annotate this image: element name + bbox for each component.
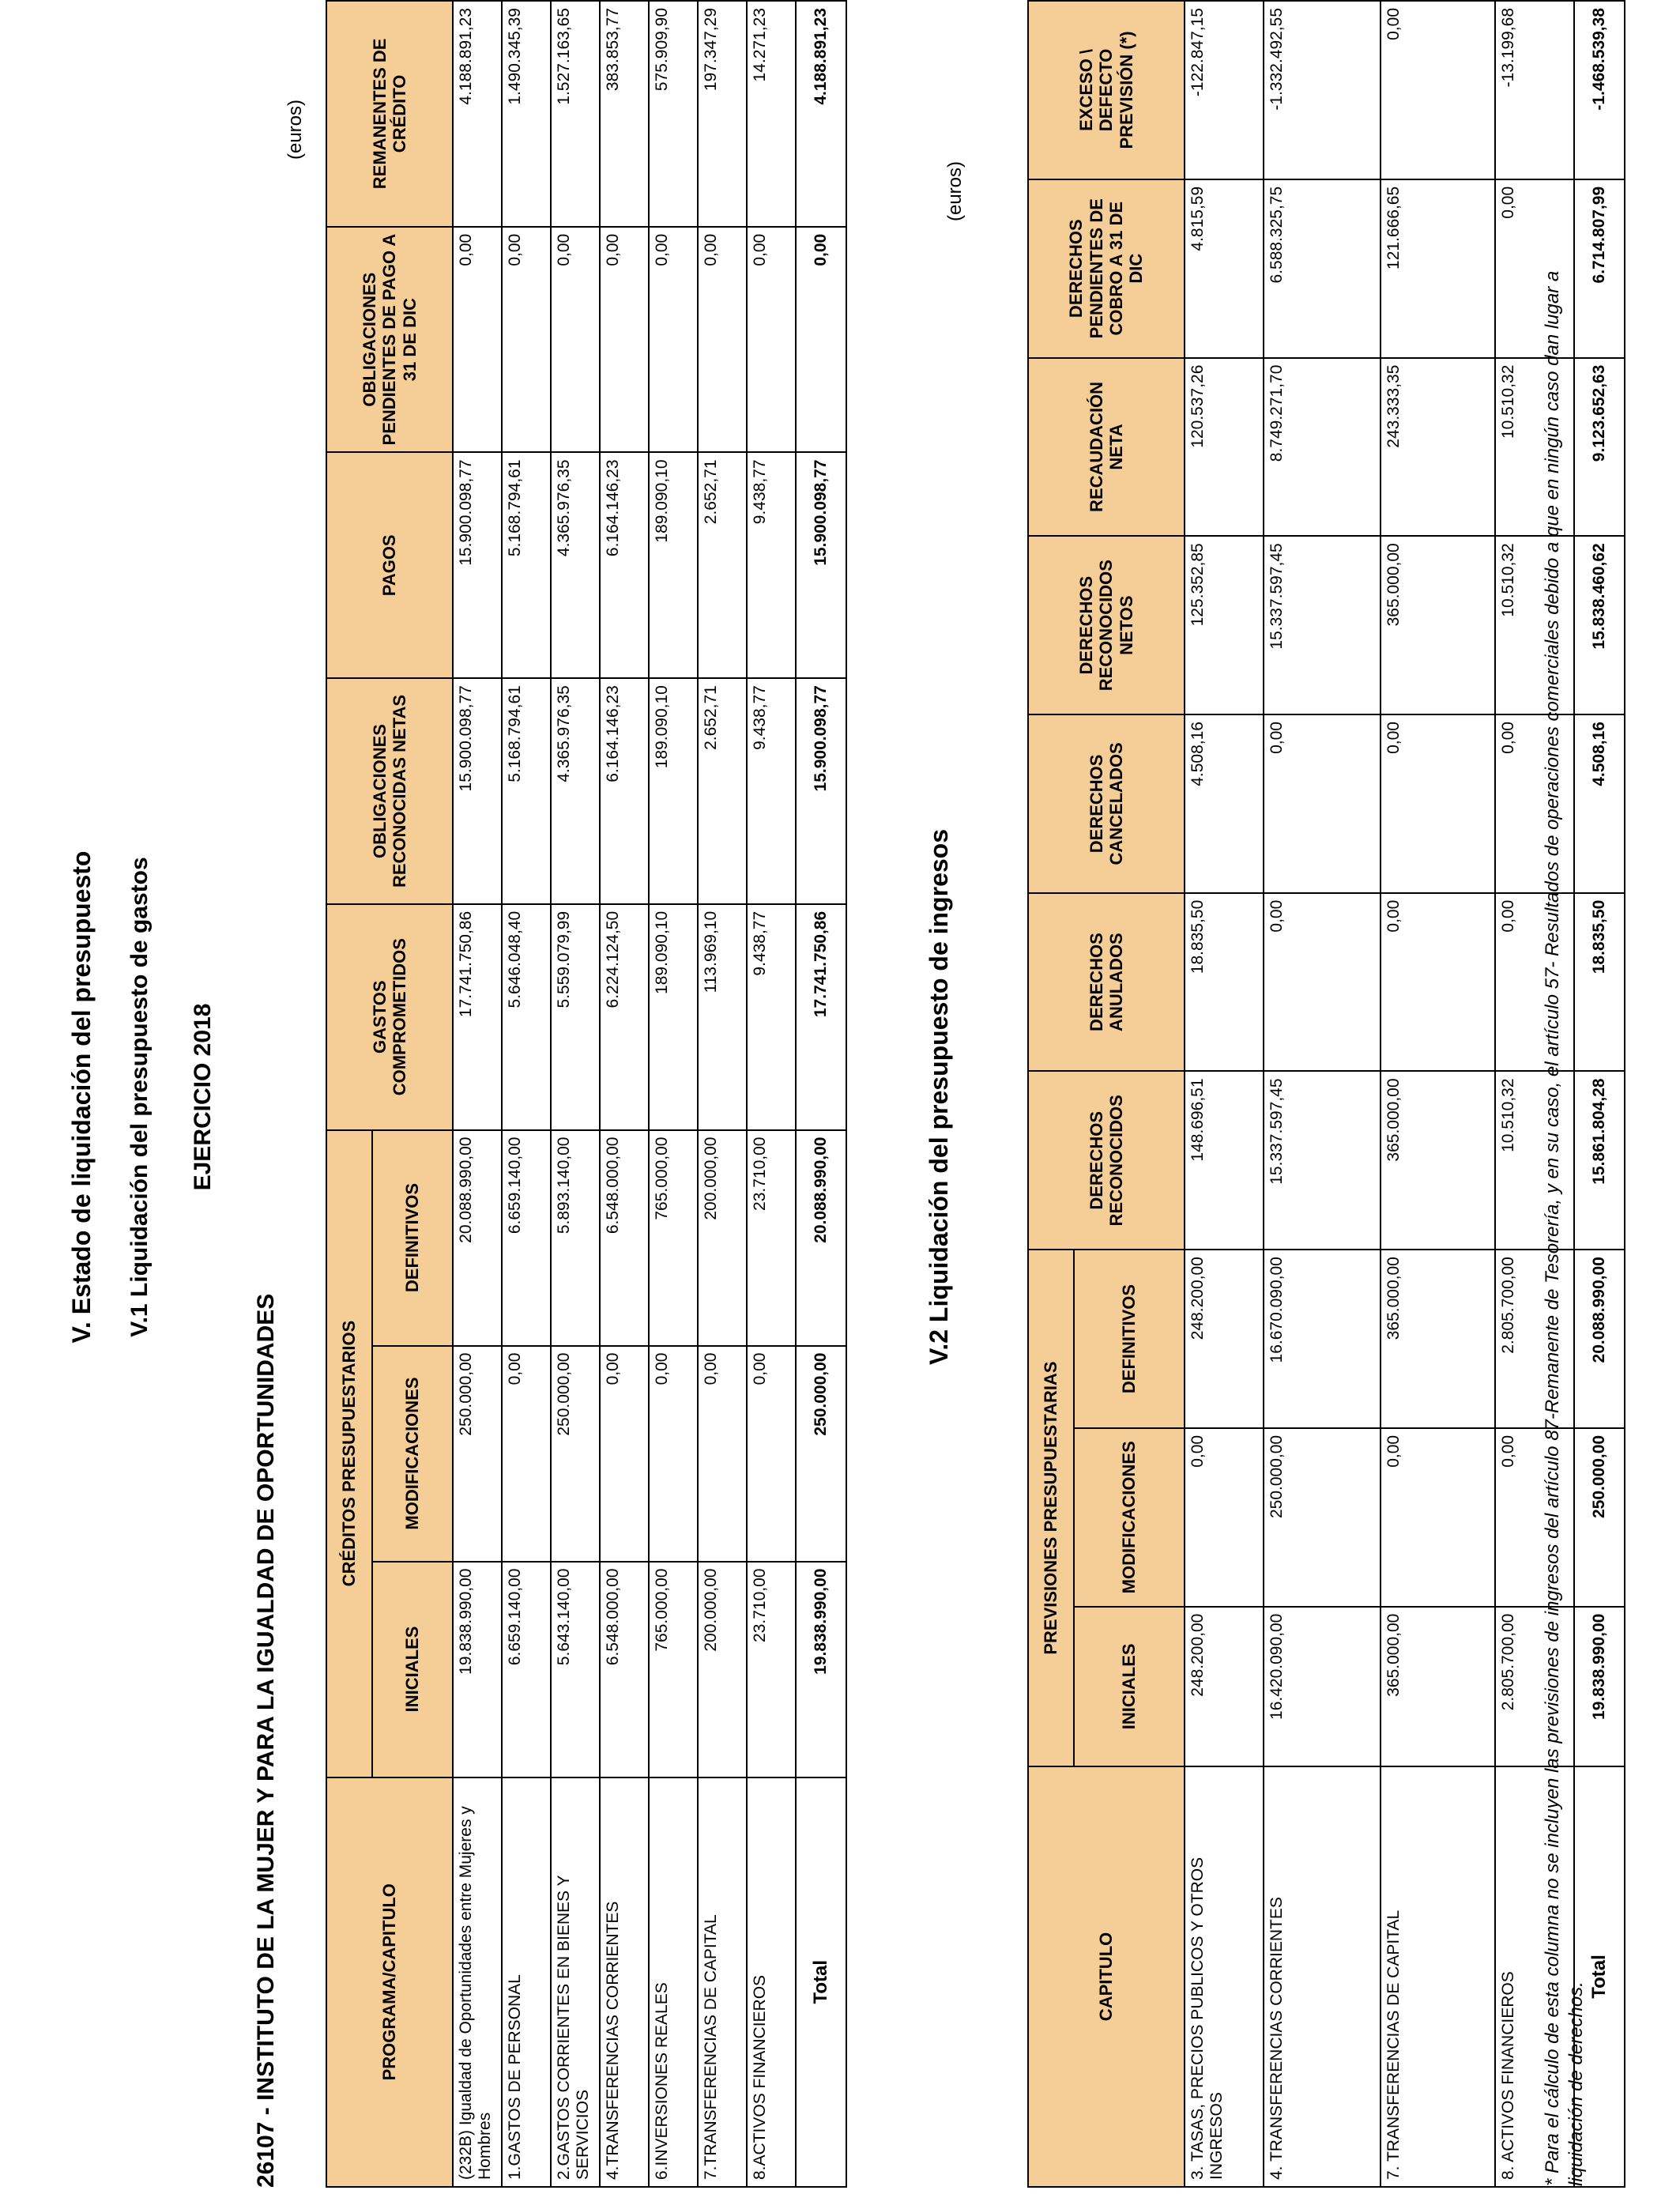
col-programa-header: PROGRAMA/CAPITULO bbox=[326, 1777, 453, 2187]
cell-modificaciones: 0,00 bbox=[502, 1346, 551, 1562]
table-row bbox=[1264, 1, 1381, 2187]
row-label: Total bbox=[1574, 1766, 1625, 2187]
cell-reconocidos: 365.000,00 bbox=[1381, 1071, 1495, 1250]
cell-cancelados: 4.508,16 bbox=[1185, 714, 1264, 893]
cell-definitivos: 200.000,00 bbox=[698, 1130, 747, 1346]
currency-note-ingresos: (euros) bbox=[944, 160, 966, 221]
cell-pendientes: 6.714.807,99 bbox=[1574, 179, 1625, 358]
cell-definitivos: 6.548.000,00 bbox=[600, 1130, 649, 1346]
cell-exceso: -1.332.492,55 bbox=[1264, 1, 1381, 179]
cell-recaudacion: 120.537,26 bbox=[1185, 358, 1264, 537]
col-comprometidos-header: GASTOS COMPROMETIDOS bbox=[326, 904, 453, 1130]
cell-pagos: 2.652,71 bbox=[698, 452, 747, 678]
cell-obligaciones: 2.652,71 bbox=[698, 678, 747, 904]
cell-obligaciones: 4.365.976,35 bbox=[551, 678, 600, 904]
cell-anulados: 18.835,50 bbox=[1574, 893, 1625, 1072]
cell-iniciales: 6.659.140,00 bbox=[502, 1562, 551, 1777]
cell-modificaciones: 0,00 bbox=[649, 1346, 698, 1562]
ingresos-section-title: V.2 Liquidación del presupuesto de ingresos bbox=[925, 828, 953, 1366]
cell-pendientes: 0,00 bbox=[453, 227, 502, 453]
cell-anulados: 0,00 bbox=[1495, 893, 1574, 1072]
cell-comprometidos: 113.969,10 bbox=[698, 904, 747, 1130]
cell-comprometidos: 9.438,77 bbox=[747, 904, 796, 1130]
cell-pendientes: 0,00 bbox=[502, 227, 551, 453]
cell-iniciales: 2.805.700,00 bbox=[1495, 1607, 1574, 1766]
cell-netos: 365.000,00 bbox=[1381, 536, 1495, 714]
row-label: 3. TASAS, PRECIOS PUBLICOS Y OTROS INGRESOS bbox=[1185, 1766, 1264, 2187]
cell-obligaciones: 189.090,10 bbox=[649, 678, 698, 904]
cell-remanentes: 197.347,29 bbox=[698, 1, 747, 227]
cell-netos: 15.838.460,62 bbox=[1574, 536, 1625, 714]
cell-pendientes: 0,00 bbox=[649, 227, 698, 453]
cell-obligaciones: 9.438,77 bbox=[747, 678, 796, 904]
col-cancelados-header: DERECHOS CANCELADOS bbox=[1028, 714, 1185, 893]
cell-definitivos: 16.670.090,00 bbox=[1264, 1250, 1381, 1428]
cell-obligaciones: 15.900.098,77 bbox=[796, 678, 846, 904]
cell-iniciales: 19.838.990,00 bbox=[796, 1562, 846, 1777]
total-row bbox=[796, 1, 846, 2187]
cell-pagos: 5.168.794,61 bbox=[502, 452, 551, 678]
cell-remanentes: 575.909,90 bbox=[649, 1, 698, 227]
cell-iniciales: 248.200,00 bbox=[1185, 1607, 1264, 1766]
cell-cancelados: 0,00 bbox=[1264, 714, 1381, 893]
cell-pagos: 9.438,77 bbox=[747, 452, 796, 678]
cell-comprometidos: 189.090,10 bbox=[649, 904, 698, 1130]
cell-remanentes: 1.490.345,39 bbox=[502, 1, 551, 227]
col-modificaciones-header: MODIFICACIONES bbox=[372, 1346, 453, 1562]
cell-exceso: -13.199,68 bbox=[1495, 1, 1574, 179]
cell-reconocidos: 15.337.597,45 bbox=[1264, 1071, 1381, 1250]
cell-pendientes: 0,00 bbox=[551, 227, 600, 453]
cell-definitivos: 765.000,00 bbox=[649, 1130, 698, 1346]
col-iniciales-header: INICIALES bbox=[1074, 1607, 1185, 1766]
cell-pendientes: 0,00 bbox=[600, 227, 649, 453]
cell-pendientes: 0,00 bbox=[1495, 179, 1574, 358]
cell-pendientes: 0,00 bbox=[747, 227, 796, 453]
cell-recaudacion: 10.510,32 bbox=[1495, 358, 1574, 537]
cell-comprometidos: 17.741.750,86 bbox=[453, 904, 502, 1130]
row-label: 6.INVERSIONES REALES bbox=[649, 1777, 698, 2187]
cell-netos: 125.352,85 bbox=[1185, 536, 1264, 714]
col-pagos-header: PAGOS bbox=[326, 452, 453, 678]
currency-note-gastos: (euros) bbox=[284, 99, 306, 160]
cell-modificaciones: 0,00 bbox=[1185, 1428, 1264, 1607]
row-label: 7.TRANSFERENCIAS DE CAPITAL bbox=[698, 1777, 747, 2187]
cell-comprometidos: 5.559.079,99 bbox=[551, 904, 600, 1130]
table-row bbox=[747, 1, 796, 2187]
row-label: (232B) Igualdad de Oportunidades entre Mujeres y Hombres bbox=[453, 1777, 502, 2187]
cell-recaudacion: 9.123.652,63 bbox=[1574, 358, 1625, 537]
cell-definitivos: 23.710,00 bbox=[747, 1130, 796, 1346]
cell-remanentes: 4.188.891,23 bbox=[796, 1, 846, 227]
cell-pendientes: 121.666,65 bbox=[1381, 179, 1495, 358]
row-label: 8.ACTIVOS FINANCIEROS bbox=[747, 1777, 796, 2187]
col-iniciales-header: INICIALES bbox=[372, 1562, 453, 1777]
table-row bbox=[698, 1, 747, 2187]
cell-remanentes: 14.271,23 bbox=[747, 1, 796, 227]
row-label: 2.GASTOS CORRIENTES EN BIENES Y SERVICIOS bbox=[551, 1777, 600, 2187]
cell-iniciales: 365.000,00 bbox=[1381, 1607, 1495, 1766]
col-definitivos-header: DEFINITIVOS bbox=[372, 1130, 453, 1346]
cell-pagos: 189.090,10 bbox=[649, 452, 698, 678]
cell-cancelados: 0,00 bbox=[1495, 714, 1574, 893]
ingresos-table bbox=[1027, 0, 1625, 2188]
cell-pagos: 15.900.098,77 bbox=[796, 452, 846, 678]
row-label: 7. TRANSFERENCIAS DE CAPITAL bbox=[1381, 1766, 1495, 2187]
col-recaudacion-header: RECAUDACIÓN NETA bbox=[1028, 358, 1185, 537]
row-label: 8. ACTIVOS FINANCIEROS bbox=[1495, 1766, 1574, 2187]
cell-pendientes: 6.588.325,75 bbox=[1264, 179, 1381, 358]
cell-modificaciones: 250.000,00 bbox=[1574, 1428, 1625, 1607]
cell-anulados: 0,00 bbox=[1381, 893, 1495, 1072]
gastos-table bbox=[326, 0, 847, 2188]
organismo-title: 26107 - INSTITUTO DE LA MUJER Y PARA LA IGUALDAD DE OPORTUNIDADES bbox=[253, 1293, 279, 2188]
cell-modificaciones: 0,00 bbox=[1495, 1428, 1574, 1607]
cell-reconocidos: 10.510,32 bbox=[1495, 1071, 1574, 1250]
col-pendientes-cobro-header: DERECHOS PENDIENTES DE COBRO A 31 DE DIC bbox=[1028, 179, 1185, 358]
cell-obligaciones: 6.164.146,23 bbox=[600, 678, 649, 904]
row-label: 4. TRANSFERENCIAS CORRIENTES bbox=[1264, 1766, 1381, 2187]
cell-netos: 15.337.597,45 bbox=[1264, 536, 1381, 714]
row-label: 1.GASTOS DE PERSONAL bbox=[502, 1777, 551, 2187]
cell-iniciales: 16.420.090,00 bbox=[1264, 1607, 1381, 1766]
cell-recaudacion: 8.749.271,70 bbox=[1264, 358, 1381, 537]
cell-definitivos: 20.088.990,00 bbox=[453, 1130, 502, 1346]
cell-reconocidos: 148.696,51 bbox=[1185, 1071, 1264, 1250]
cell-modificaciones: 0,00 bbox=[600, 1346, 649, 1562]
cell-exceso: -1.468.539,38 bbox=[1574, 1, 1625, 179]
cell-iniciales: 200.000,00 bbox=[698, 1562, 747, 1777]
cell-pendientes: 0,00 bbox=[796, 227, 846, 453]
table-row bbox=[649, 1, 698, 2187]
cell-obligaciones: 5.168.794,61 bbox=[502, 678, 551, 904]
cell-iniciales: 19.838.990,00 bbox=[1574, 1607, 1625, 1766]
cell-iniciales: 5.643.140,00 bbox=[551, 1562, 600, 1777]
table-row bbox=[551, 1, 600, 2187]
cell-exceso: -122.847,15 bbox=[1185, 1, 1264, 179]
ejercicio-label: EJERCICIO 2018 bbox=[190, 1003, 216, 1191]
creditos-group-header: CRÉDITOS PRESUPUESTARIOS bbox=[326, 1130, 372, 1777]
cell-pendientes: 0,00 bbox=[698, 227, 747, 453]
cell-iniciales: 765.000,00 bbox=[649, 1562, 698, 1777]
col-definitivos-header: DEFINITIVOS bbox=[1074, 1250, 1185, 1428]
footnote: * Para el cálculo de esta columna no se incluyen las previsiones de ingresos del artículo 87-Remanente de Tesorería, y en su caso, el artículo 57- Resultados de operaciones comerciales debido a que en ningún caso dan lugar a liquidación de derechos. bbox=[1542, 270, 1587, 2186]
cell-remanentes: 4.188.891,23 bbox=[453, 1, 502, 227]
cell-definitivos: 2.805.700,00 bbox=[1495, 1250, 1574, 1428]
col-modificaciones-header: MODIFICACIONES bbox=[1074, 1428, 1185, 1607]
cell-reconocidos: 15.861.804,28 bbox=[1574, 1071, 1625, 1250]
cell-recaudacion: 243.333,35 bbox=[1381, 358, 1495, 537]
cell-definitivos: 248.200,00 bbox=[1185, 1250, 1264, 1428]
cell-modificaciones: 250.000,00 bbox=[453, 1346, 502, 1562]
cell-modificaciones: 0,00 bbox=[747, 1346, 796, 1562]
cell-comprometidos: 5.646.048,40 bbox=[502, 904, 551, 1130]
cell-definitivos: 365.000,00 bbox=[1381, 1250, 1495, 1428]
cell-anulados: 0,00 bbox=[1264, 893, 1381, 1072]
cell-anulados: 18.835,50 bbox=[1185, 893, 1264, 1072]
cell-comprometidos: 6.224.124,50 bbox=[600, 904, 649, 1130]
table-row bbox=[453, 1, 502, 2187]
cell-definitivos: 6.659.140,00 bbox=[502, 1130, 551, 1346]
col-netos-header: DERECHOS RECONOCIDOS NETOS bbox=[1028, 536, 1185, 714]
table-row bbox=[1381, 1, 1495, 2187]
cell-netos: 10.510,32 bbox=[1495, 536, 1574, 714]
cell-definitivos: 20.088.990,00 bbox=[1574, 1250, 1625, 1428]
cell-modificaciones: 250.000,00 bbox=[796, 1346, 846, 1562]
cell-iniciales: 19.838.990,00 bbox=[453, 1562, 502, 1777]
col-reconocidos-header: DERECHOS RECONOCIDOS bbox=[1028, 1071, 1185, 1250]
col-anulados-header: DERECHOS ANULADOS bbox=[1028, 893, 1185, 1072]
cell-iniciales: 6.548.000,00 bbox=[600, 1562, 649, 1777]
col-capitulo-header: CAPITULO bbox=[1028, 1766, 1185, 2187]
cell-comprometidos: 17.741.750,86 bbox=[796, 904, 846, 1130]
cell-modificaciones: 0,00 bbox=[1381, 1428, 1495, 1607]
cell-pendientes: 4.815,59 bbox=[1185, 179, 1264, 358]
page-subtitle: V.1 Liquidación del presupuesto de gastos bbox=[126, 857, 153, 1337]
col-pendientes-header: OBLIGACIONES PENDIENTES DE PAGO A 31 DE DIC bbox=[326, 227, 453, 453]
cell-modificaciones: 0,00 bbox=[698, 1346, 747, 1562]
cell-definitivos: 20.088.990,00 bbox=[796, 1130, 846, 1346]
table-row bbox=[600, 1, 649, 2187]
page-title: V. Estado de liquidación del presupuesto bbox=[67, 850, 96, 1344]
cell-cancelados: 4.508,16 bbox=[1574, 714, 1625, 893]
cell-cancelados: 0,00 bbox=[1381, 714, 1495, 893]
previsiones-group-header: PREVISIONES PRESUPUESTARIAS bbox=[1028, 1250, 1074, 1766]
cell-definitivos: 5.893.140,00 bbox=[551, 1130, 600, 1346]
cell-modificaciones: 250.000,00 bbox=[1264, 1428, 1381, 1607]
cell-exceso: 0,00 bbox=[1381, 1, 1495, 179]
table-row bbox=[1185, 1, 1264, 2187]
cell-remanentes: 1.527.163,65 bbox=[551, 1, 600, 227]
cell-pagos: 15.900.098,77 bbox=[453, 452, 502, 678]
col-obligaciones-header: OBLIGACIONES RECONOCIDAS NETAS bbox=[326, 678, 453, 904]
row-label: Total bbox=[796, 1777, 846, 2187]
row-label: 4.TRANSFERENCIAS CORRIENTES bbox=[600, 1777, 649, 2187]
col-exceso-header: EXCESO \ DEFECTO PREVISIÓN (*) bbox=[1028, 1, 1185, 179]
cell-obligaciones: 15.900.098,77 bbox=[453, 678, 502, 904]
cell-pagos: 4.365.976,35 bbox=[551, 452, 600, 678]
col-remanentes-header: REMANENTES DE CRÉDITO bbox=[326, 1, 453, 227]
cell-iniciales: 23.710,00 bbox=[747, 1562, 796, 1777]
cell-modificaciones: 250.000,00 bbox=[551, 1346, 600, 1562]
cell-remanentes: 383.853,77 bbox=[600, 1, 649, 227]
cell-pagos: 6.164.146,23 bbox=[600, 452, 649, 678]
table-row bbox=[502, 1, 551, 2187]
